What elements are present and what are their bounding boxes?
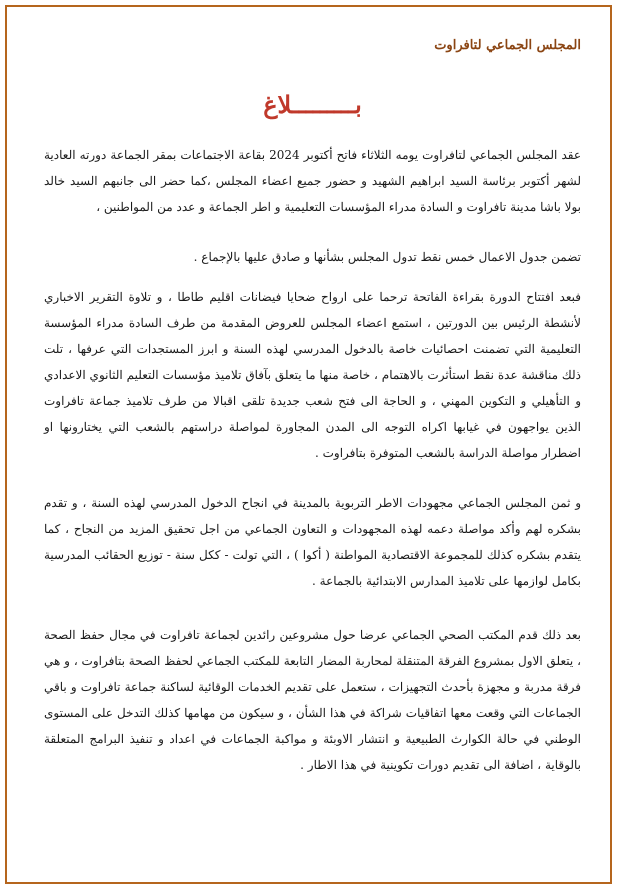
council-name: المجلس الجماعي لتافراوت bbox=[434, 38, 581, 53]
notice-title: بـــــــــلاغ bbox=[263, 90, 362, 119]
paragraph-education-discussion: فبعد افتتاح الدورة بقراءة الفاتحة ترحما على ارواح ضحايا فيضانات اقليم طاطا ، و تلاوة التقرير الاخباري لأنشطة الرئيس بين الدورتين ، استمع اعضاء المجلس للعروض المقدمة من طرف السادة مدراء المؤسسة التعليمية التي تضمنت احصائيات خاصة بالدخول المدرسي لهذه السنة و ابرز المستجدات التي عرفها ، تلت ذلك مناقشة عدة نقط استأثرت بالاهتمام ، خاصة منها ما يتعلق بآفاق تلاميذ مؤسسات التعليم الثانوي الاعدادي و التأهيلي و التكوين المهني ، و الحاجة الى فتح شعب جديدة تلقى اقبالا من طرف تلاميذ جماعة تافراوت الذين يواجهون في غيابها اكراه التوجه الى المدن المجاورة لمواصلة دراستهم بالشعب التي يختارونها او اضطرار مواصلة الدراسة بالشعب المتوفرة بتافراوت . bbox=[44, 290, 581, 460]
paragraph-health-office: بعد ذلك قدم المكتب الصحي الجماعي عرضا حول مشروعين رائدين لجماعة تافراوت في مجال حفظ الصحة ، يتعلق الاول بمشروع الفرقة المتنقلة لمحاربة المضار التابعة للمكتب الجماعي لحفظ الصحة بتافراوت ، و هي فرقة مدربة و مجهزة بأحدث التجهيزات ، ستعمل على تقديم الخدمات الوقائية لساكنة جماعة تافراوت و باقي الجماعات التي وقعت معها اتفاقيات شراكة في هذا الشأن ، و سيكون من مهامها كذلك التدخل على المستوى الوطني في حالة الكوارث الطبيعية و انتشار الاوبئة و مواكبة الجماعات في اعداد و تنفيذ البرامج المتعلقة بالوقاية ، اضافة الى تقديم دورات تكوينية في هذا الاطار . bbox=[44, 628, 582, 772]
paragraph-thanks: و ثمن المجلس الجماعي مجهودات الاطر التربوية بالمدينة في انجاح الدخول المدرسي لهذه السنة ، و تقدم بشكره لهم وأكد مواصلة دعمه لهذه المجهودات و التعاون الجماعي من اجل تحقيق المزيد من النجاح ، كما يتقدم بشكره كذلك للمجموعة الاقتصادية المواطنة ( أكوا ) ، التي تولت - ككل سنة - توزيع الحقائب المدرسية بكامل لوازمها على تلاميذ المدارس الابتدائية بالجماعة . bbox=[44, 496, 581, 588]
paragraph-agenda: تضمن جدول الاعمال خمس نقط تدول المجلس بشأنها و صادق عليها بالإجماع . bbox=[193, 250, 581, 264]
paragraph-session-opening: عقد المجلس الجماعي لتافراوت يومه الثلاثاء فاتح أكتوبر 2024 بقاعة الاجتماعات بمقر الجماعة دورته العادية لشهر أكتوبر برئاسة السيد ابراهيم الشهيد و حضور جميع اعضاء المجلس ،كما حضر الى جانبهم السيد خالد بولا باشا مدينة تافراوت و السادة مدراء المؤسسات التعليمية و اطر الجماعة و عدد من المواطنين ، bbox=[44, 148, 581, 214]
